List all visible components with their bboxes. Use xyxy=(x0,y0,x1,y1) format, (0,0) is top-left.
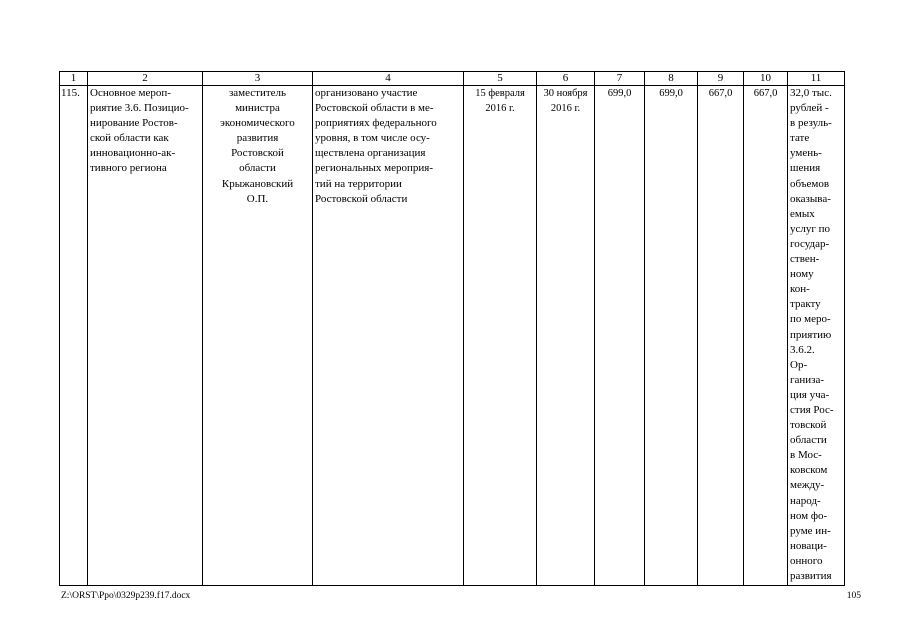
note-line: области xyxy=(790,434,827,447)
note-line: в резуль- xyxy=(790,117,832,130)
col-header-2: 2 xyxy=(88,72,203,86)
value-col-10: 667,0 xyxy=(744,86,788,586)
event-name-line: Основное мероп- xyxy=(90,87,171,99)
result-line: Ростовской области в ме- xyxy=(315,102,434,115)
note-line: между- xyxy=(790,479,825,492)
responsible-line: развития xyxy=(236,132,279,145)
note-line: товской xyxy=(790,419,827,432)
start-date-cell xyxy=(464,86,537,586)
note-line: умень- xyxy=(790,147,822,160)
note-line: 32,0 тыс. xyxy=(790,87,832,99)
result-line: организовано участие xyxy=(315,87,418,99)
note-line: ствен- xyxy=(790,253,820,266)
note-line: народ- xyxy=(790,494,821,507)
col-header-10: 10 xyxy=(744,72,788,86)
event-name-line: тивного региона xyxy=(90,162,167,175)
page-number: 105 xyxy=(846,591,861,601)
start-date-line: 2016 г. xyxy=(485,103,515,115)
result-line: Ростовской области xyxy=(315,192,408,205)
note-line: приятию xyxy=(790,328,832,341)
note-line: ному xyxy=(790,268,814,281)
responsible-line: экономического xyxy=(220,117,295,130)
event-name-line: нирование Ростов- xyxy=(90,117,178,130)
responsible-line: области xyxy=(239,162,276,175)
responsible-line: Ростовской xyxy=(231,147,284,160)
responsible-line: О.П. xyxy=(246,192,269,205)
event-name-cell xyxy=(88,86,203,586)
col-header-9: 9 xyxy=(698,72,744,86)
col-header-8: 8 xyxy=(645,72,698,86)
start-date-line: 15 февраля xyxy=(475,88,525,99)
responsible-cell xyxy=(203,86,313,586)
footer-file-path: Z:\ORST\Ppo\0329p239.f17.docx xyxy=(61,591,191,601)
note-line: ном фо- xyxy=(790,509,828,522)
note-line: рублей - xyxy=(790,102,829,115)
result-line: роприятиях федерального xyxy=(315,117,437,130)
note-line: по меро- xyxy=(790,313,831,326)
col-header-4: 4 xyxy=(313,72,464,86)
activity-table xyxy=(59,71,845,586)
result-line: уровня, в том числе осу- xyxy=(315,132,430,145)
note-line: стия Рос- xyxy=(790,403,834,416)
header-row xyxy=(60,72,845,86)
value-col-7: 699,0 xyxy=(595,86,645,586)
col-header-7: 7 xyxy=(595,72,645,86)
note-line: Ор- xyxy=(790,358,808,371)
note-line: шения xyxy=(790,162,821,175)
note-line: объемов xyxy=(790,177,830,190)
col-header-5: 5 xyxy=(464,72,537,86)
result-cell xyxy=(313,86,464,586)
note-line: развития xyxy=(790,570,832,582)
end-date-line: 2016 г. xyxy=(550,103,581,115)
note-line: оказыва- xyxy=(790,192,831,205)
end-date-line: 30 ноября xyxy=(543,88,588,99)
note-line: кон- xyxy=(790,283,810,296)
responsible-line: министра xyxy=(235,102,280,115)
note-line: услуг по xyxy=(790,222,831,235)
responsible-line: Крыжановский xyxy=(221,177,294,190)
note-cell xyxy=(788,86,845,586)
note-line: тракту xyxy=(790,298,821,311)
note-line: новаци- xyxy=(790,539,827,552)
note-line: руме ин- xyxy=(790,524,831,537)
col-header-11: 11 xyxy=(788,72,845,86)
event-name-line: риятие 3.6. Позицио- xyxy=(90,102,189,115)
event-name-line: инновационно-ак- xyxy=(90,147,176,160)
value-col-8: 699,0 xyxy=(645,86,698,586)
note-line: онного xyxy=(790,554,823,567)
col-header-1: 1 xyxy=(60,72,88,86)
col-header-3: 3 xyxy=(203,72,313,86)
result-line: ществлена организация xyxy=(315,147,426,160)
event-name-line: ской области как xyxy=(90,132,169,145)
note-line: в Мос- xyxy=(790,449,822,462)
end-date-cell xyxy=(537,86,595,586)
note-line: государ- xyxy=(790,237,830,250)
note-line: ковском xyxy=(790,464,828,477)
note-line: ция уча- xyxy=(790,388,830,401)
value-col-9: 667,0 xyxy=(698,86,744,586)
table-row xyxy=(60,86,845,586)
col-header-6: 6 xyxy=(537,72,595,86)
result-line: региональных мероприя- xyxy=(315,162,434,175)
row-number: 115. xyxy=(60,86,88,586)
responsible-line: заместитель xyxy=(228,87,287,99)
note-line: ганиза- xyxy=(790,373,825,386)
note-line: емых xyxy=(790,207,815,220)
note-line: тате xyxy=(790,132,810,145)
note-line: 3.6.2. xyxy=(790,343,815,356)
result-line: тий на территории xyxy=(315,177,402,190)
